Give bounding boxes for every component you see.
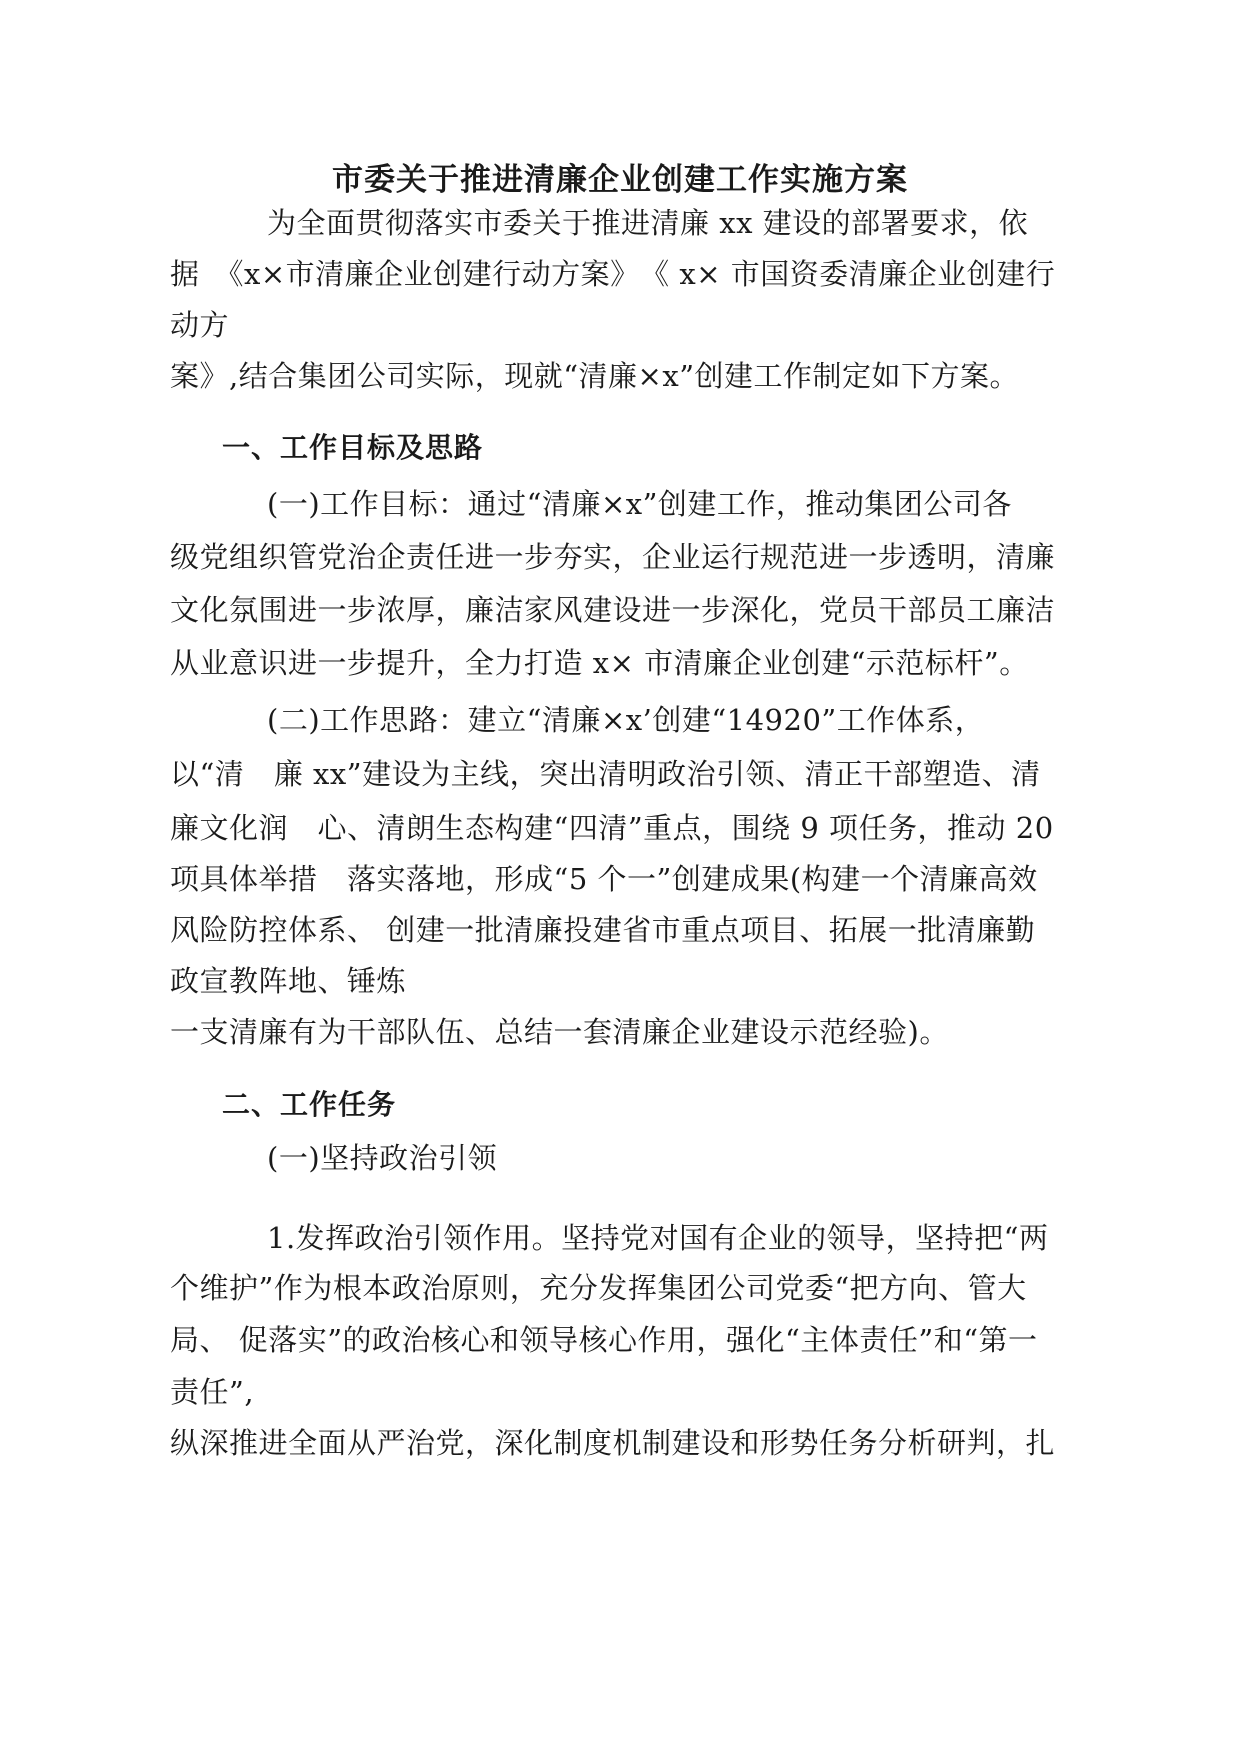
paragraph-line: 级党组织管党治企责任进一步夯实，企业运行规范进一步透明，清廉 [170,540,1056,574]
document-title: 市委关于推进清廉企业创建工作实施方案 [332,162,908,198]
paragraph-line: 以“清 廉 xx”建设为主线，突出清明政治引领、清正干部塑造、清 [170,757,1041,791]
section-heading-goals: 一、工作目标及思路 [222,431,484,464]
paragraph-line: 风险防控体系、 创建一批清廉投建省市重点项目、拓展一批清廉勤 [170,913,1036,947]
paragraph-line: 动方 [170,308,230,342]
paragraph-line: 文化氛围进一步浓厚，廉洁家风建设进一步深化，党员干部员工廉洁 [170,593,1056,627]
paragraph-line: 个维护”作为根本政治原则，充分发挥集团公司党委“把方向、管大 [170,1271,1027,1305]
section-heading-tasks: 二、工作任务 [222,1088,397,1121]
paragraph-line: 项具体举措 落实落地，形成“5 个一”创建成果(构建一个清廉高效 [170,862,1038,896]
paragraph-line: 案》,结合集团公司实际，现就“清廉×x”创建工作制定如下方案。 [170,359,1020,393]
subsection-heading-political-leadership: (一)坚持政治引领 [267,1141,498,1175]
paragraph-line: 局、 促落实”的政治核心和领导核心作用，强化“主体责任”和“第一 [170,1323,1038,1357]
paragraph-line: (二)工作思路：建立“清廉×x’创建“14920”工作体系， [267,703,985,737]
paragraph-line: 据 《x×市清廉企业创建行动方案》 《 x× 市国资委清廉企业创建行 [170,257,1056,291]
paragraph-line: 从业意识进一步提升，全力打造 x× 市清廉企业创建“示范标杆”。 [170,646,1029,680]
paragraph-line: 为全面贯彻落实市委关于推进清廉 xx 建设的部署要求，依 [267,206,1029,240]
paragraph-line: 1.发挥政治引领作用。坚持党对国有企业的领导，坚持把“两 [267,1221,1049,1255]
paragraph-line: 一支清廉有为干部队伍、总结一套清廉企业建设示范经验)。 [170,1015,949,1049]
paragraph-line: 责任”, [170,1375,255,1409]
paragraph-line: 纵深推进全面从严治党，深化制度机制建设和形势任务分析研判，扎 [170,1426,1056,1460]
paragraph-line: (一)工作目标：通过“清廉×x”创建工作，推动集团公司各 [267,487,1012,521]
paragraph-line: 政宣教阵地、锤炼 [170,964,407,998]
paragraph-line: 廉文化润 心、清朗生态构建“四清”重点，围绕 9 项任务，推动 20 [170,811,1054,845]
